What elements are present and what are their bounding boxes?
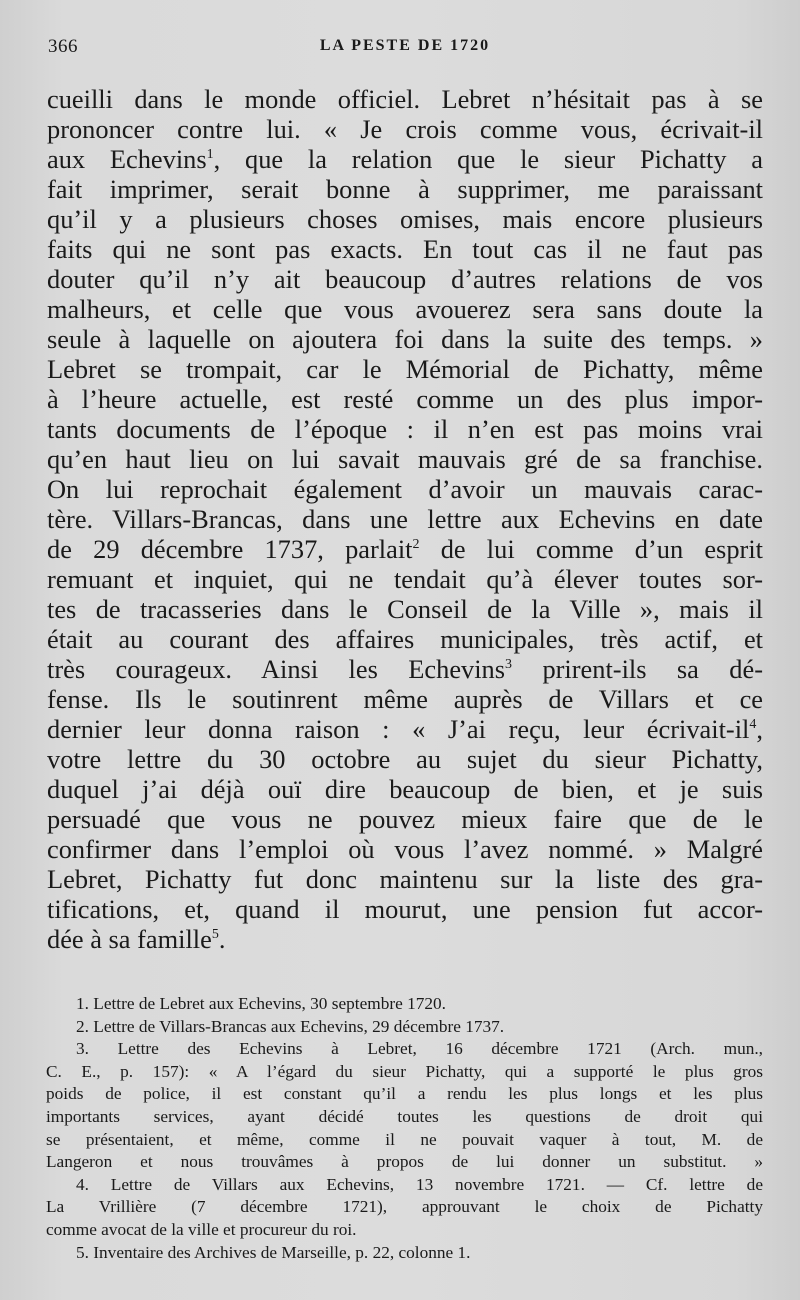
footnote-line: se présentaient, et même, comme il ne pouvait vaquer à tout, M. de (46, 1129, 763, 1149)
text-line: tère. Villars-Brancas, dans une lettre aux Echevins en date (47, 504, 763, 535)
footnote-line: 4. Lettre de Villars aux Echevins, 13 novembre 1721. — Cf. lettre de (76, 1174, 763, 1194)
footnote-line: 3. Lettre des Echevins à Lebret, 16 décembre 1721 (Arch. mun., (76, 1039, 763, 1059)
text-line (47, 714, 763, 744)
text-line: seule à laquelle on ajoutera foi dans la suite des temps. » (47, 324, 763, 355)
footnote-line: C. E., p. 157): « A l’égard du sieur Pichatty, qui a supporté le plus gros (46, 1061, 763, 1081)
text-line: fait imprimer, serait bonne à supprimer, me paraissant (47, 174, 763, 205)
footnote-line: 1. Lettre de Lebret aux Echevins, 30 septembre 1720. (76, 994, 446, 1013)
text-line (47, 924, 763, 954)
main-text (47, 84, 763, 954)
text-line: tants documents de l’époque : il n’en est pas moins vrai (47, 414, 763, 445)
text-line: duquel j’ai déjà ouï dire beaucoup de bien, et je suis (47, 774, 763, 805)
text-line: cueilli dans le monde officiel. Lebret n’hésitait pas à se (47, 84, 763, 114)
footnote-line: comme avocat de la ville et procureur du roi. (46, 1219, 357, 1239)
footnote-line: Langeron et nous trouvâmes à propos de lui donner un substitut. » (46, 1152, 763, 1172)
text-line: persuadé que vous ne pouvez mieux faire que de le (47, 804, 763, 835)
text-line: votre lettre du 30 octobre au sujet du sieur Pichatty, (47, 744, 763, 775)
footnote-line: importants services, ayant décidé toutes les questions de droit qui (46, 1106, 763, 1126)
text-line: était au courant des affaires municipales, très actif, et (47, 624, 763, 655)
page-header (48, 36, 762, 66)
running-title: LA PESTE DE 1720 (319, 37, 491, 54)
text-segment: , (756, 714, 763, 745)
footnote-ref: 5 (211, 927, 219, 943)
text-line: remuant et inquiet, qui ne tendait qu’à élever toutes sor- (47, 564, 763, 595)
text-line: confirmer dans l’emploi où vous l’avez nommé. » Malgré (47, 834, 763, 865)
text-segment: de 29 décembre 1737, parlait (47, 534, 413, 565)
text-line: tifications, et, quand il mourut, une pension fut accor- (47, 894, 763, 925)
text-segment: de lui comme d’un esprit (419, 534, 763, 565)
text-segment: . (218, 924, 226, 955)
footnote-ref: 2 (412, 537, 420, 553)
footnote-line: La Vrillière (7 décembre 1721), approuvant le choix de Pichatty (46, 1197, 763, 1217)
footnote-line: 5. Inventaire des Archives de Marseille, p. 22, colonne 1. (76, 1242, 471, 1262)
text-line: fense. Ils le soutinrent même auprès de Villars et ce (47, 684, 763, 715)
text-segment: aux Echevins (47, 144, 207, 175)
text-line: malheurs, et celle que vous avouerez sera sans doute la (47, 294, 763, 325)
text-line: Lebret se trompait, car le Mémorial de Pichatty, même (47, 354, 763, 385)
footnote-ref: 1 (206, 147, 214, 163)
text-line: prononcer contre lui. « Je crois comme vous, écrivait-il (47, 114, 763, 145)
text-line: faits qui ne sont pas exacts. En tout cas il ne faut pas (47, 234, 763, 265)
text-line: Lebret, Pichatty fut donc maintenu sur la liste des gra- (47, 864, 763, 895)
text-line (47, 144, 763, 174)
text-segment: , que la relation que le sieur Pichatty a (213, 144, 763, 175)
text-line: à l’heure actuelle, est resté comme un des plus impor- (47, 384, 763, 415)
text-line: On lui reprochait également d’avoir un mauvais carac- (47, 474, 763, 505)
text-line (47, 534, 763, 564)
footnote-ref: 4 (749, 717, 757, 733)
footnote-line: 2. Lettre de Villars-Brancas aux Echevins, 29 décembre 1737. (76, 1016, 505, 1036)
text-line: tes de tracasseries dans le Conseil de la Ville », mais il (47, 594, 763, 625)
footnote-ref: 3 (505, 657, 513, 673)
text-line (47, 654, 763, 684)
page-number: 366 (48, 36, 78, 57)
text-segment: très courageux. Ainsi les Echevins (47, 654, 506, 685)
text-segment: dée à sa famille (47, 924, 212, 955)
text-segment: prirent-ils sa dé- (512, 654, 764, 685)
text-segment: dernier leur donna raison : « J’ai reçu, leur écrivait-il (47, 714, 750, 745)
text-line: qu’en haut lieu on lui savait mauvais gré de sa franchise. (47, 444, 763, 475)
footnote-line: poids de police, il est constant qu’il a rendu les plus longs et les plus (46, 1084, 763, 1104)
text-line: douter qu’il n’y ait beaucoup d’autres relations de vos (47, 264, 763, 295)
footnotes (46, 993, 763, 1264)
text-line: qu’il y a plusieurs choses omises, mais encore plusieurs (47, 204, 763, 235)
